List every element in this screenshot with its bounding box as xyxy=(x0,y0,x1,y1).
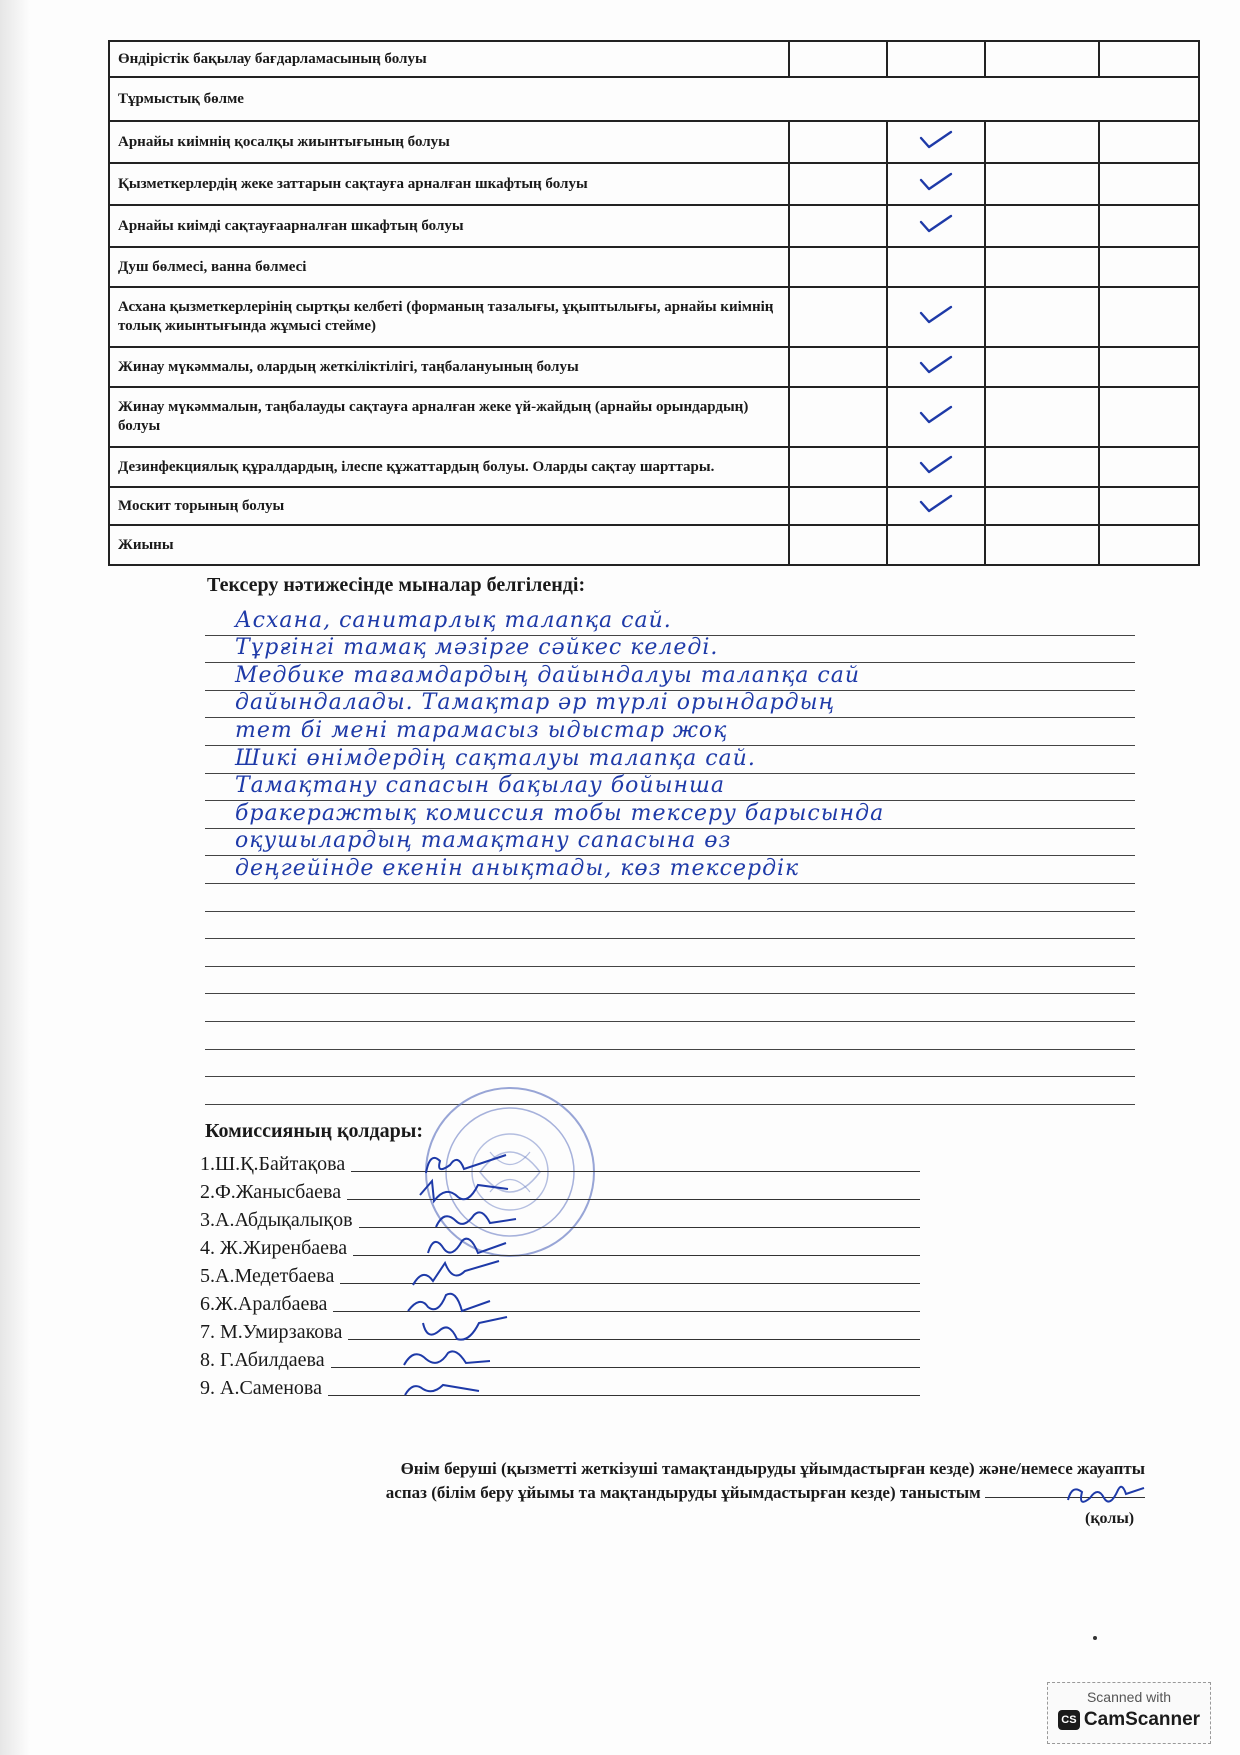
checklist-cell-2 xyxy=(887,347,985,387)
commission-member xyxy=(200,1176,920,1204)
checklist-item-label: Дезинфекциялық құралдардың, ілеспе құжаттардың болуы. Оларды сақтау шарттары. xyxy=(109,447,789,487)
checklist-cell-2 xyxy=(887,41,985,77)
checklist-table xyxy=(108,40,1200,566)
member-signature xyxy=(411,1147,521,1177)
member-name: 4. Ж.Жиренбаева xyxy=(200,1237,348,1259)
checkmark-icon xyxy=(917,170,955,192)
checklist-cell-3 xyxy=(985,487,1099,525)
signature-line xyxy=(348,1338,920,1340)
member-name: 7. М.Умирзакова xyxy=(200,1321,343,1343)
checklist-cell-4 xyxy=(1099,205,1199,247)
member-signature xyxy=(413,1231,523,1261)
signature-caption: (қолы) xyxy=(1085,1510,1135,1527)
commission-member xyxy=(200,1260,920,1288)
commission-member xyxy=(200,1372,920,1400)
checklist-item-label: Москит торының болуы xyxy=(109,487,789,525)
member-name: 6.Ж.Аралбаева xyxy=(200,1293,328,1315)
checklist-cell-3 xyxy=(985,347,1099,387)
member-name: 9. А.Саменова xyxy=(200,1377,322,1399)
checklist-cell-1 xyxy=(789,347,887,387)
handwritten-text: деңгейінде екенін анықтады, көз тексердік xyxy=(235,855,800,881)
findings-ruled-lines xyxy=(205,608,1135,1105)
checklist-row xyxy=(109,387,1199,447)
member-signature xyxy=(408,1315,518,1345)
checklist-cell-4 xyxy=(1099,121,1199,163)
checklist-item-label: Асхана қызметкерлерінің сыртқы келбеті (форманың тазалығы, ұқыптылығы, арнайы киімнің толық жиынтығында жұмысі стейме) xyxy=(109,287,789,347)
handwritten-text: Асхана, санитарлық талапқа сай. xyxy=(235,607,672,633)
checklist-cell-4 xyxy=(1099,525,1199,565)
checklist-row xyxy=(109,205,1199,247)
member-signature xyxy=(393,1287,503,1317)
checklist-cell-4 xyxy=(1099,163,1199,205)
watermark-brand: CamScanner xyxy=(1083,1709,1201,1730)
signature-line xyxy=(333,1310,920,1312)
checklist-item-label: Арнайы киімнің қосалқы жиынтығының болуы xyxy=(109,121,789,163)
blank-line xyxy=(205,884,1135,912)
signature-line xyxy=(340,1282,920,1284)
signature-line xyxy=(347,1198,920,1200)
blank-line xyxy=(205,1022,1135,1050)
checklist-cell-4 xyxy=(1099,387,1199,447)
commission-member xyxy=(200,1288,920,1316)
checklist-cell-4 xyxy=(1099,247,1199,287)
checklist-cell-3 xyxy=(985,41,1099,77)
member-signature xyxy=(391,1343,501,1373)
checklist-section-row xyxy=(109,77,1199,121)
handwritten-text: Тамақтану сапасын бақылау бойынша xyxy=(235,773,725,799)
checklist-cell-2 xyxy=(887,247,985,287)
checklist-cell-2 xyxy=(887,387,985,447)
checklist-row xyxy=(109,247,1199,287)
member-name: 2.Ф.Жаныcбаева xyxy=(200,1181,342,1203)
handwritten-line xyxy=(205,718,1135,746)
blank-line xyxy=(205,967,1135,995)
checkmark-icon xyxy=(917,303,955,325)
watermark-top-text: Scanned with xyxy=(1086,1689,1172,1705)
checklist-cell-3 xyxy=(985,163,1099,205)
checklist-cell-4 xyxy=(1099,287,1199,347)
checklist-row xyxy=(109,287,1199,347)
handwritten-text: Тұрғінгі тамақ мәзірге сәйкес келеді. xyxy=(235,635,719,661)
checklist-row xyxy=(109,121,1199,163)
member-signature xyxy=(407,1175,517,1205)
handwritten-text: бракеражтық комиссия тобы тексеру барысында xyxy=(235,800,885,826)
member-name: 1.Ш.Қ.Байтақова xyxy=(200,1153,346,1175)
checklist-cell-2 xyxy=(887,163,985,205)
checklist-cell-3 xyxy=(985,447,1099,487)
handwritten-text: Шикі өнімдердің сақталуы талапқа сай. xyxy=(235,745,756,771)
acknowledgement-line-1: Өнім беруші (қызметті жеткізуші тамақтандыруды ұйымдастырған кезде) және/немесе жауапты xyxy=(400,1459,1145,1478)
checklist-cell-4 xyxy=(1099,447,1199,487)
member-name: 5.А.Медетбаева xyxy=(200,1265,335,1287)
findings-title: Тексеру нәтижесінде мыналар белгіленді: xyxy=(207,574,586,596)
checkmark-icon xyxy=(917,453,955,475)
checklist-cell-2 xyxy=(887,447,985,487)
signature-line xyxy=(353,1254,920,1256)
handwritten-line xyxy=(205,774,1135,802)
checklist-row xyxy=(109,525,1199,565)
checklist-item-label: Жинау мүкәммалы, олардың жеткіліктілігі, таңбалануының болуы xyxy=(109,347,789,387)
member-signature xyxy=(419,1203,529,1233)
checklist-cell-3 xyxy=(985,525,1099,565)
checklist-row xyxy=(109,163,1199,205)
commission-member xyxy=(200,1148,920,1176)
acknowledgement-text xyxy=(230,1458,1145,1505)
checklist-cell-1 xyxy=(789,247,887,287)
camscanner-logo-icon: CS xyxy=(1058,1710,1080,1730)
checklist-cell-3 xyxy=(985,121,1099,163)
checkmark-icon xyxy=(917,403,955,425)
checklist-cell-2 xyxy=(887,121,985,163)
checklist-cell-1 xyxy=(789,487,887,525)
handwritten-text: дайындалады. Тамақтар әр түрлі орындардың xyxy=(235,690,836,716)
checklist-cell-1 xyxy=(789,121,887,163)
checklist-row xyxy=(109,347,1199,387)
checklist-cell-1 xyxy=(789,287,887,347)
member-name: 8. Г.Абилдаева xyxy=(200,1349,325,1371)
checklist-cell-2 xyxy=(887,205,985,247)
commission-members xyxy=(200,1148,920,1400)
signature-line xyxy=(331,1366,920,1368)
handwritten-text: тет бі мені тарамасыз ыдыстар жоқ xyxy=(235,717,728,743)
checklist-item-label: Өндірістік бақылау бағдарламасының болуы xyxy=(109,41,789,77)
blank-line xyxy=(205,1077,1135,1105)
checklist-cell-1 xyxy=(789,525,887,565)
checkmark-icon xyxy=(917,128,955,150)
checklist-item-label: Жиыны xyxy=(109,525,789,565)
member-signature xyxy=(388,1371,498,1401)
checkmark-icon xyxy=(917,212,955,234)
commission-title: Комиссияның қолдары: xyxy=(205,1120,424,1142)
checklist-cell-2 xyxy=(887,487,985,525)
checklist-cell-3 xyxy=(985,387,1099,447)
handwritten-line xyxy=(205,691,1135,719)
ink-dot xyxy=(1093,1636,1097,1640)
checklist-row xyxy=(109,447,1199,487)
acknowledgement-line-2 xyxy=(230,1481,1145,1505)
commission-member xyxy=(200,1344,920,1372)
acknowledgement-line-2-text: аспаз (білім беру ұйымы та мақтандыруды ұйымдастырған кезде) таныстым xyxy=(385,1482,981,1502)
checklist-row xyxy=(109,41,1199,77)
handwritten-line xyxy=(205,636,1135,664)
handwritten-line xyxy=(205,608,1135,636)
checklist-cell-1 xyxy=(789,163,887,205)
blank-line xyxy=(205,939,1135,967)
checklist-item-label: Арнайы киімді сақтауғаарналған шкафтың болуы xyxy=(109,205,789,247)
handwritten-line xyxy=(205,829,1135,857)
checkmark-icon xyxy=(917,353,955,375)
page-edge-shadow xyxy=(0,0,30,1755)
blank-line xyxy=(205,994,1135,1022)
handwritten-line xyxy=(205,801,1135,829)
blank-line xyxy=(205,1050,1135,1078)
checklist-cell-4 xyxy=(1099,41,1199,77)
checklist-cell-1 xyxy=(789,41,887,77)
checklist-cell-4 xyxy=(1099,347,1199,387)
checklist-cell-1 xyxy=(789,387,887,447)
checklist-item-label: Жинау мүкәммалын, таңбалауды сақтауға арналған жеке үй-жайдың (арнайы орындардың) болуы xyxy=(109,387,789,447)
checklist-cell-3 xyxy=(985,247,1099,287)
checklist-cell-3 xyxy=(985,205,1099,247)
camscanner-watermark xyxy=(1047,1682,1211,1744)
checklist-cell-2 xyxy=(887,525,985,565)
checklist-cell-3 xyxy=(985,287,1099,347)
commission-member xyxy=(200,1232,920,1260)
checkmark-icon xyxy=(917,492,955,514)
section-label: Тұрмыстық бөлме xyxy=(109,77,1199,121)
checklist-cell-4 xyxy=(1099,487,1199,525)
checklist-item-label: Душ бөлмесі, ванна бөлмесі xyxy=(109,247,789,287)
handwritten-line xyxy=(205,663,1135,691)
blank-line xyxy=(205,912,1135,940)
commission-member xyxy=(200,1204,920,1232)
handwritten-line xyxy=(205,746,1135,774)
commission-member xyxy=(200,1316,920,1344)
handwritten-text: Медбике тағамдардың дайындалуы талапқа сай xyxy=(235,662,861,688)
checklist-row xyxy=(109,487,1199,525)
signature-line xyxy=(328,1394,920,1396)
signature-line xyxy=(351,1170,920,1172)
member-name: 3.А.Абдықалықов xyxy=(200,1209,353,1231)
checklist-cell-1 xyxy=(789,205,887,247)
checklist-item-label: Қызметкерлердің жеке заттарын сақтауға арналған шкафтың болуы xyxy=(109,163,789,205)
signature-line xyxy=(359,1226,920,1228)
handwritten-line xyxy=(205,856,1135,884)
handwritten-text: оқушылардың тамақтану сапасына өз xyxy=(235,828,732,854)
checklist-cell-1 xyxy=(789,447,887,487)
member-signature xyxy=(400,1259,510,1289)
checklist-cell-2 xyxy=(887,287,985,347)
acknowledgement-signature xyxy=(1060,1478,1150,1514)
